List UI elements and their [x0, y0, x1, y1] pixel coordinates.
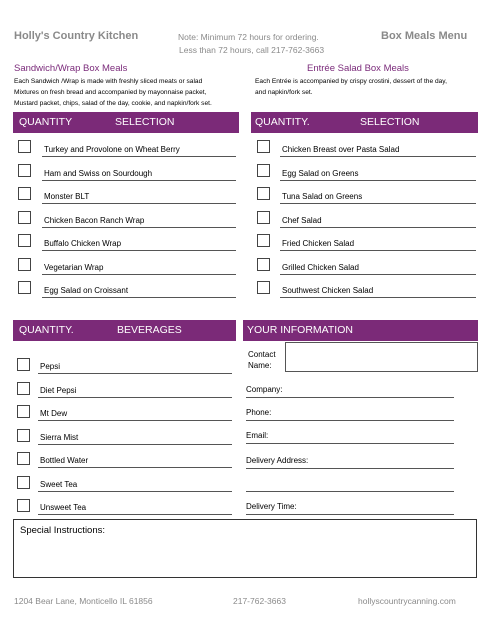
beverage-item: Diet Pepsi — [38, 384, 232, 398]
beverage-checkbox[interactable] — [17, 382, 30, 395]
business-name: Holly's Country Kitchen — [14, 30, 139, 42]
sandwich-quantity-header: QUANTITY — [19, 116, 73, 128]
beverage-checkbox[interactable] — [17, 476, 30, 489]
beverage-checkbox[interactable] — [17, 405, 30, 418]
sandwich-section-title: Sandwich/Wrap Box Meals — [14, 63, 128, 74]
ordering-note-line2: Less than 72 hours, call 217-762-3663 — [179, 45, 325, 55]
beverage-item: Sweet Tea — [38, 478, 232, 492]
sandwich-checkbox[interactable] — [18, 187, 31, 200]
company-field[interactable] — [246, 383, 454, 398]
company-label: Company: — [246, 385, 283, 394]
beverage-checkbox[interactable] — [17, 499, 30, 512]
sandwich-item: Buffalo Chicken Wrap — [42, 237, 236, 251]
special-instructions-box[interactable] — [13, 519, 477, 578]
footer-phone: 217-762-3663 — [233, 596, 286, 606]
beverage-item: Mt Dew — [38, 407, 232, 421]
salad-item: Fried Chicken Salad — [280, 237, 476, 251]
sandwich-checkbox[interactable] — [18, 211, 31, 224]
beverage-checkbox[interactable] — [17, 452, 30, 465]
beverage-item: Bottled Water — [38, 454, 232, 468]
sandwich-desc-line: Mixtures on fresh bread and accompanied by mayonnaise packet, — [14, 89, 207, 96]
phone-field[interactable] — [246, 406, 454, 421]
contact-name-label — [248, 349, 276, 371]
salad-checkbox[interactable] — [257, 140, 270, 153]
salad-item: Grilled Chicken Salad — [280, 261, 476, 275]
beverages-header: BEVERAGES — [117, 324, 182, 336]
salad-checkbox[interactable] — [257, 234, 270, 247]
delivery-address-field[interactable] — [246, 454, 454, 469]
beverage-item: Unsweet Tea — [38, 501, 232, 515]
sandwich-item: Ham and Swiss on Sourdough — [42, 167, 236, 181]
beverages-table-header — [13, 320, 236, 341]
sandwich-checkbox[interactable] — [18, 258, 31, 271]
salad-checkbox[interactable] — [257, 281, 270, 294]
salad-item: Chicken Breast over Pasta Salad — [280, 143, 476, 157]
salad-table-header — [251, 112, 478, 133]
footer-website: hollyscountrycanning.com — [358, 596, 456, 606]
sandwich-checkbox[interactable] — [18, 234, 31, 247]
delivery-time-label: Delivery Time: — [246, 502, 297, 511]
salad-description — [255, 76, 485, 98]
phone-label: Phone: — [246, 408, 272, 417]
salad-checkbox[interactable] — [257, 187, 270, 200]
salad-item: Egg Salad on Greens — [280, 167, 476, 181]
ordering-note — [178, 31, 324, 57]
sandwich-desc-line: Mustard packet, chips, salad of the day, cookie, and napkin/fork set. — [14, 100, 212, 107]
sandwich-item: Egg Salad on Croissant — [42, 284, 236, 298]
info-table-header — [243, 320, 478, 341]
contact-name-label-line1: Contact — [248, 350, 276, 359]
salad-desc-line: and napkin/fork set. — [255, 89, 313, 96]
salad-item: Southwest Chicken Salad — [280, 284, 476, 298]
sandwich-item: Monster BLT — [42, 190, 236, 204]
salad-checkbox[interactable] — [257, 211, 270, 224]
sandwich-checkbox[interactable] — [18, 164, 31, 177]
beverage-item: Sierra Mist — [38, 431, 232, 445]
delivery-time-field[interactable] — [246, 500, 454, 515]
sandwich-table-header — [13, 112, 239, 133]
special-instructions-label: Special Instructions: — [20, 525, 106, 536]
contact-name-input[interactable] — [285, 342, 478, 372]
beverage-checkbox[interactable] — [17, 429, 30, 442]
salad-desc-line: Each Entrée is accompanied by crispy crostini, dessert of the day, — [255, 78, 447, 85]
sandwich-checkbox[interactable] — [18, 281, 31, 294]
beverage-item: Pepsi — [38, 360, 232, 374]
salad-selection-header: SELECTION — [360, 116, 420, 128]
beverage-checkbox[interactable] — [17, 358, 30, 371]
menu-title: Box Meals Menu — [381, 30, 468, 42]
salad-checkbox[interactable] — [257, 258, 270, 271]
footer-address: 1204 Bear Lane, Monticello IL 61856 — [14, 596, 153, 606]
sandwich-description — [14, 76, 249, 109]
ordering-note-line1: Note: Minimum 72 hours for ordering. — [178, 32, 319, 42]
salad-quantity-header: QUANTITY. — [255, 116, 310, 128]
sandwich-checkbox[interactable] — [18, 140, 31, 153]
salad-checkbox[interactable] — [257, 164, 270, 177]
sandwich-item: Chicken Bacon Ranch Wrap — [42, 214, 236, 228]
info-heading: YOUR INFORMATION — [247, 324, 353, 336]
salad-item: Chef Salad — [280, 214, 476, 228]
email-field[interactable] — [246, 429, 454, 444]
sandwich-selection-header: SELECTION — [115, 116, 175, 128]
sandwich-item: Vegetarian Wrap — [42, 261, 236, 275]
delivery-address-label: Delivery Address: — [246, 456, 309, 465]
sandwich-desc-line: Each Sandwich /Wrap is made with freshly sliced meats or salad — [14, 78, 203, 85]
salad-item: Tuna Salad on Greens — [280, 190, 476, 204]
delivery-address-line2[interactable] — [246, 491, 454, 492]
sandwich-item: Turkey and Provolone on Wheat Berry — [42, 143, 236, 157]
email-label: Email: — [246, 431, 269, 440]
beverages-quantity-header: QUANTITY. — [19, 324, 74, 336]
contact-name-label-line2: Name: — [248, 361, 272, 370]
salad-section-title: Entrée Salad Box Meals — [307, 63, 409, 74]
